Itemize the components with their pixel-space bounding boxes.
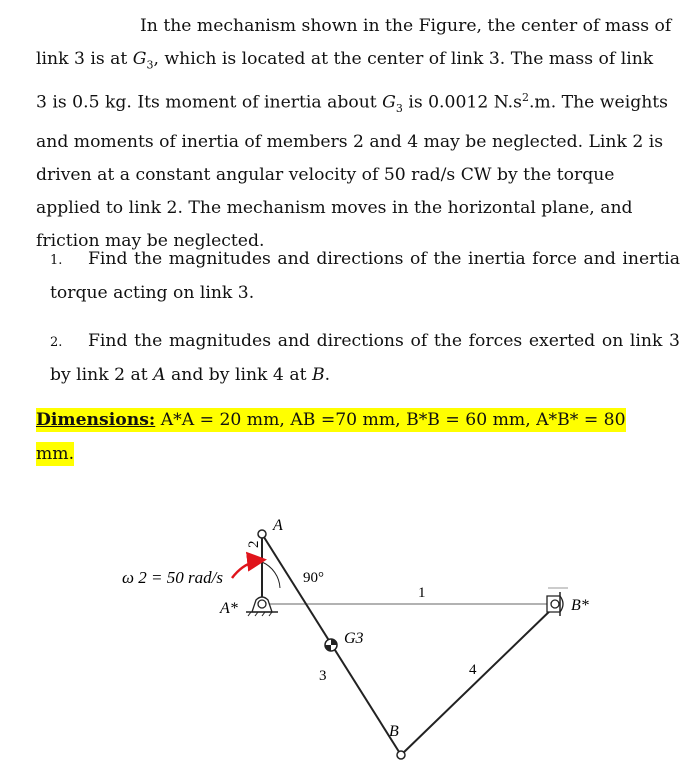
intro-line-7: friction may be neglected. (36, 230, 265, 251)
intro-line-2: link 3 is at $G_3$, which is located at the center of link 3. The mass of link (36, 49, 654, 72)
label-link-3: 3 (319, 668, 327, 684)
problem-statement (36, 10, 680, 258)
label-link-4: 4 (469, 662, 477, 678)
joint-b (397, 751, 405, 759)
label-link-2: 2 (246, 540, 262, 548)
intro-line-5: driven at a constant angular velocity of 50 rad/s CW by the torque (36, 164, 615, 185)
label-g3: G3 (344, 630, 364, 647)
omega-label: ω 2 = 50 rad/s (122, 568, 223, 587)
omega-arrow (232, 560, 262, 578)
question-2: 2. Find the magnitudes and directions of the forces exerted on link 3 by link 2 at A and by link 4 at B. (50, 331, 680, 385)
mechanism-figure (0, 500, 699, 775)
joint-a (258, 530, 266, 538)
label-a: A (273, 517, 283, 534)
dimensions-units: mm. (36, 444, 75, 464)
dimensions-highlight (36, 408, 626, 432)
intro-line-3: 3 is 0.5 kg. Its moment of inertia about $G_3$ is 0.0012 $N.s^2.m$. The weights (36, 91, 668, 116)
ground-pivot-b-star (547, 588, 568, 616)
dimensions-block (36, 404, 680, 464)
intro-line-6: applied to link 2. The mechanism moves in the horizontal plane, and (36, 197, 633, 218)
ground-pivot-a-star (246, 597, 278, 616)
intro-line-1: In the mechanism shown in the Figure, the center of mass of (140, 16, 672, 36)
label-b: B (389, 723, 399, 740)
label-angle: 90° (303, 570, 324, 586)
question-1: 1. Find the magnitudes and directions of the inertia force and inertia torque acting on link 3. (50, 249, 680, 303)
center-of-mass-symbol (325, 639, 337, 651)
label-link-1: 1 (418, 585, 426, 601)
link-4 (401, 606, 555, 755)
angle-arc (262, 562, 280, 588)
intro-line-4: and moments of inertia of members 2 and 4 may be neglected. Link 2 is (36, 131, 664, 152)
dimensions-values: A*A = 20 mm, AB =70 mm, B*B = 60 mm, A*B* = 80 (155, 410, 626, 430)
dimensions-label: Dimensions: (36, 410, 156, 430)
label-b-star: B* (571, 597, 589, 614)
label-a-star: A* (220, 600, 238, 617)
